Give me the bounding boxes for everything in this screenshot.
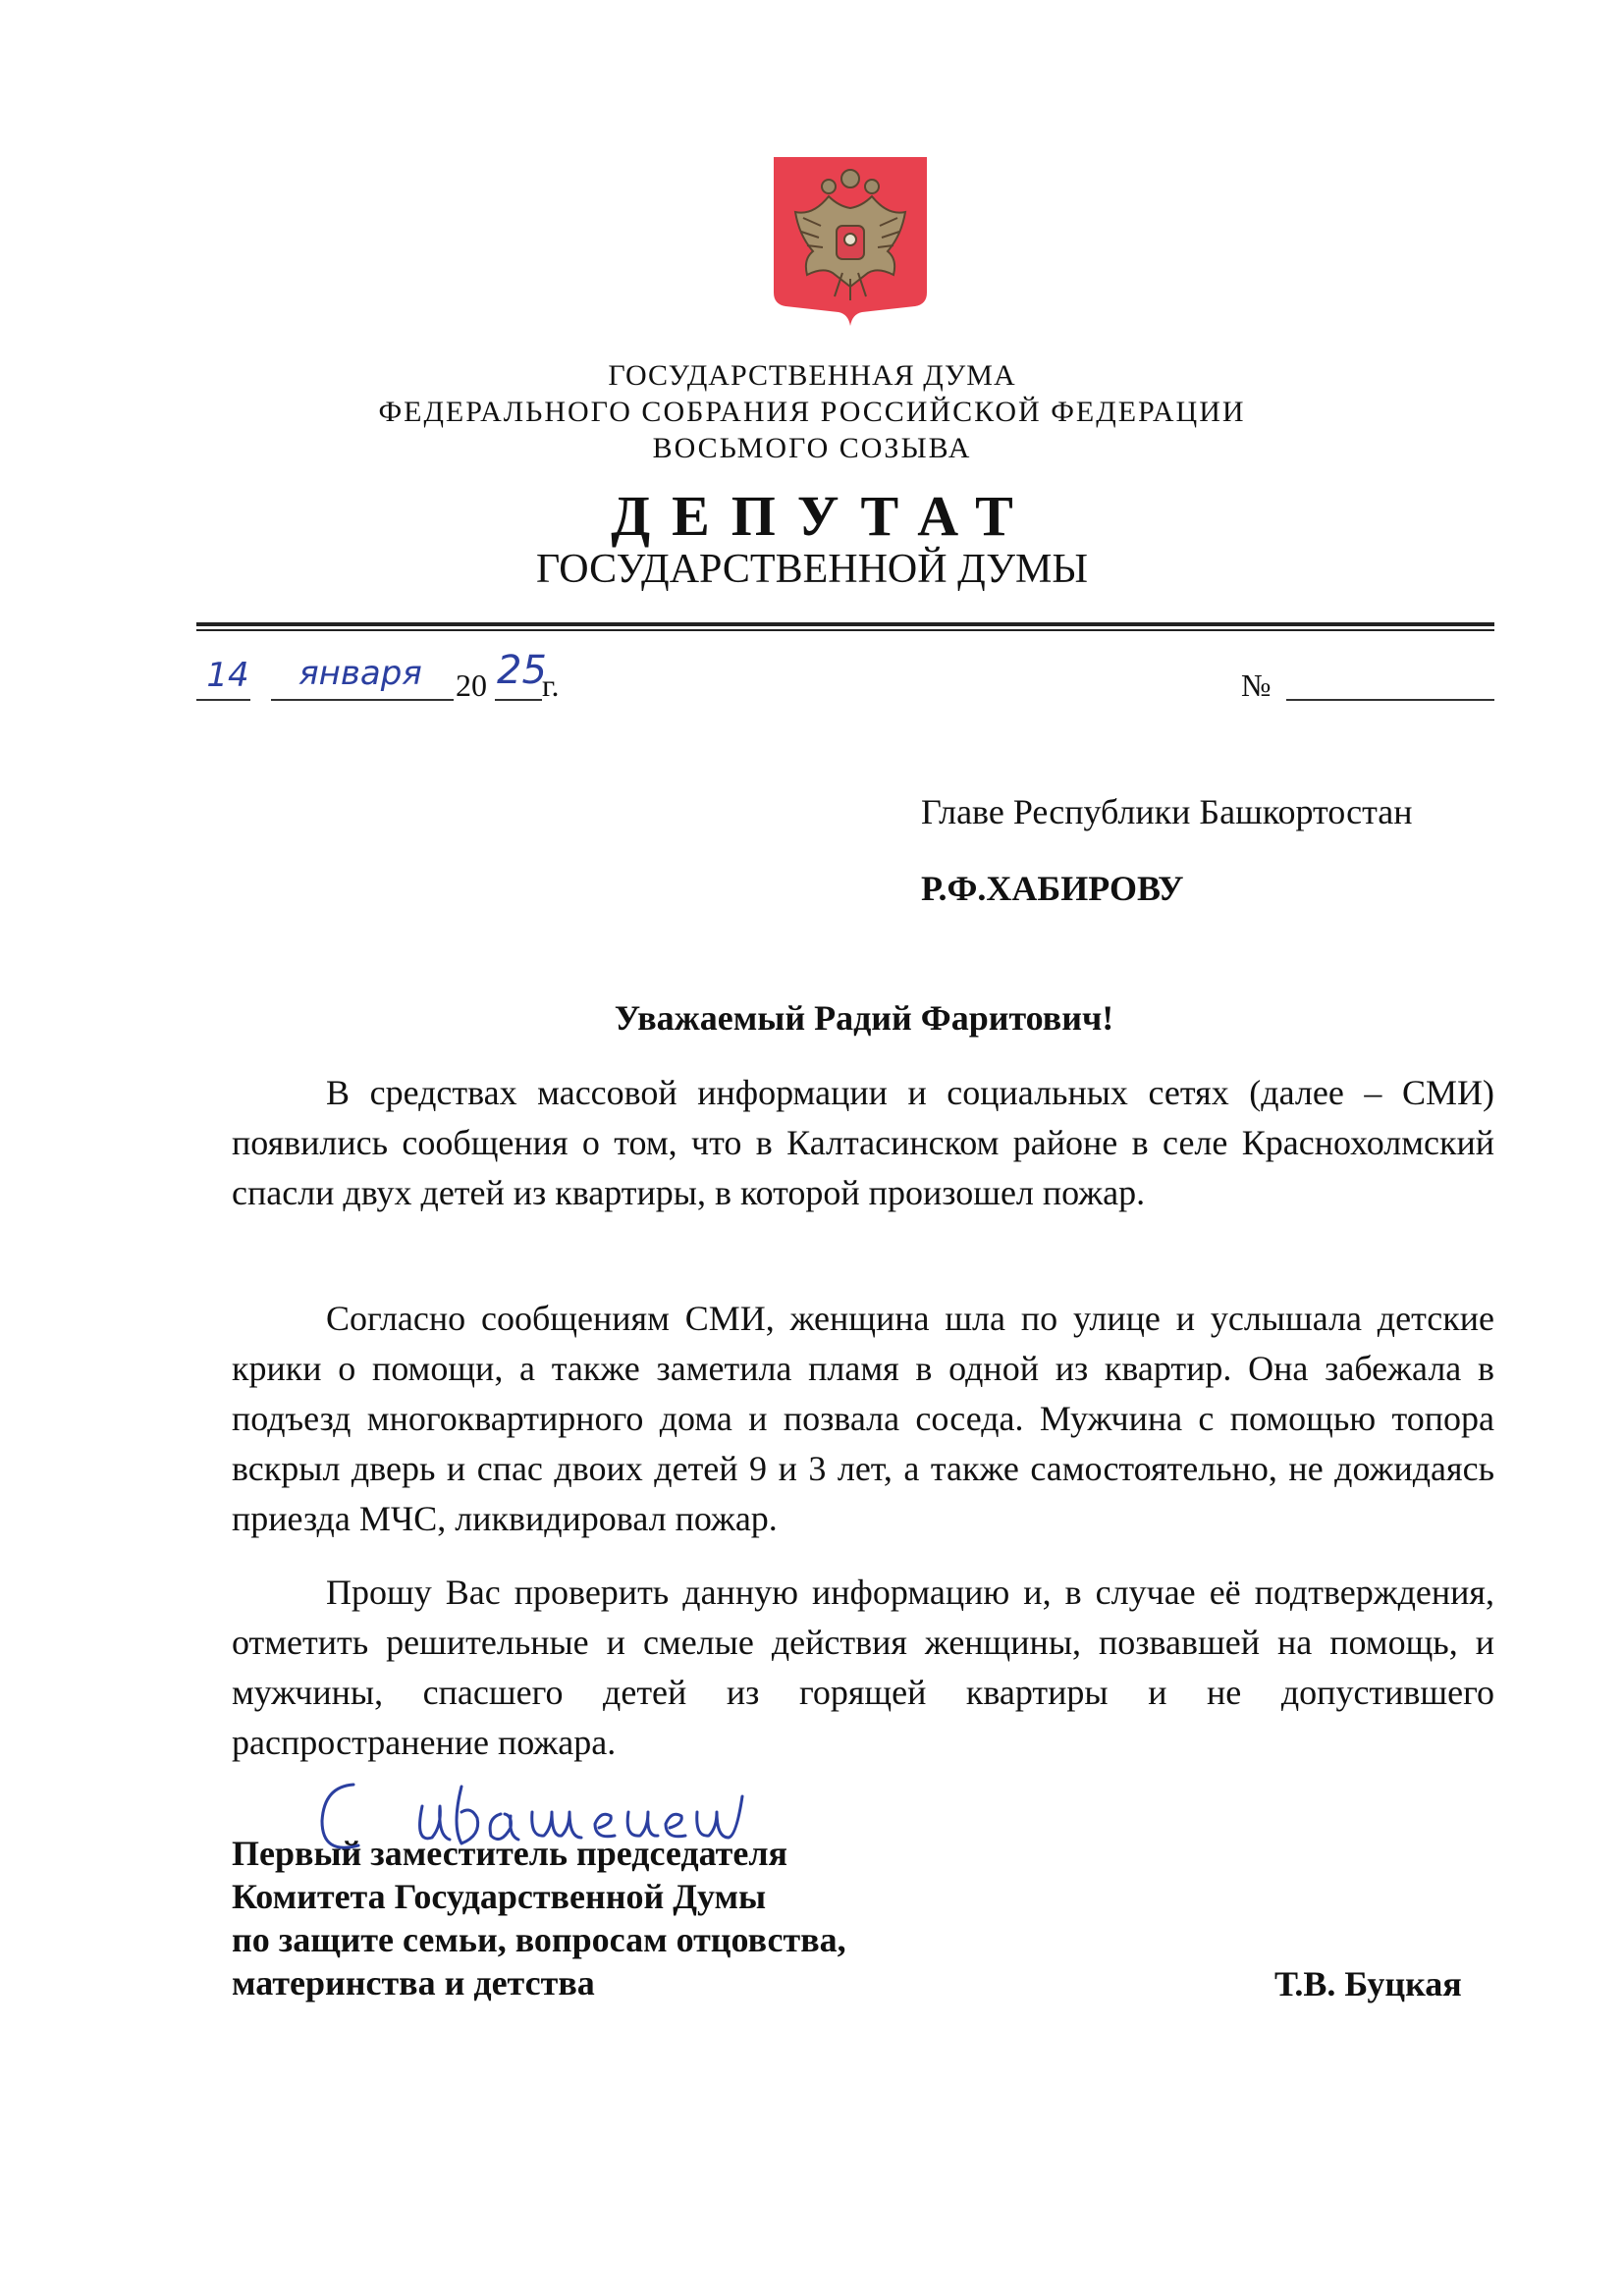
- date-month: января: [298, 654, 422, 693]
- header-rule-thick: [196, 622, 1494, 626]
- date-year-mark: г.: [542, 667, 560, 703]
- date-month-underline: [271, 699, 454, 701]
- date-year-underline: [495, 699, 542, 701]
- organization-line-1: ГОСУДАРСТВЕННАЯ ДУМА: [608, 359, 1016, 392]
- body-paragraph: Прошу Вас проверить данную информацию и, в случае её подтверждения, отметить решительные и смелые действия женщины, позвавшей на помощь, и мужчины, спасшего детей из горящей квартиры и не допустившего распространение пожара.: [232, 1573, 1494, 1762]
- date-day-underline: [196, 699, 250, 701]
- body-paragraph: В средствах массовой информации и социальных сетях (далее – СМИ) появились сообщения о том, что в Калтасинском районе в селе Краснохолмский спасли двух детей из квартиры, в которой произошел пожар.: [232, 1073, 1494, 1212]
- handwritten-closing-signature: [304, 1767, 766, 1875]
- organization-line-2: ФЕДЕРАЛЬНОГО СОБРАНИЯ РОССИЙСКОЙ ФЕДЕРАЦИИ: [378, 396, 1246, 428]
- salutation: Уважаемый Радий Фаритович!: [614, 998, 1114, 1038]
- letterhead-title: ДЕПУТАТ: [611, 484, 1035, 548]
- date-year-prefix: 20: [456, 667, 487, 703]
- date-day: 14: [206, 656, 249, 695]
- signatory-name: Т.В. Буцкая: [1274, 1964, 1462, 2003]
- russian-coat-of-arms-icon: [774, 157, 927, 326]
- document-number-field: [1286, 699, 1494, 701]
- addressee-name: Р.Ф.ХАБИРОВУ: [921, 869, 1184, 908]
- organization-line-3: ВОСЬМОГО СОЗЫВА: [652, 432, 972, 464]
- body-paragraph: Согласно сообщениям СМИ, женщина шла по улице и услышала детские крики о помощи, а также заметила пламя в одной из квартир. Она забежала в подъезд многоквартирного дома и позвала соседа. Мужчина с помощью топора вскрыл дверь и спас двоих детей 9 и 3 лет, а также самостоятельно, не дожидаясь приезда МЧС, ликвидировал пожар.: [232, 1299, 1494, 1538]
- date-year-suffix: 25: [497, 648, 547, 693]
- addressee-position: Главе Республики Башкортостан: [921, 792, 1413, 831]
- signatory-position-line: Комитета Государственной Думы: [232, 1877, 767, 1916]
- signatory-position-line: Первый заместитель председателя: [232, 1834, 788, 1873]
- letterhead-subtitle: ГОСУДАРСТВЕННОЙ ДУМЫ: [536, 547, 1088, 592]
- signatory-position-line: по защите семьи, вопросам отцовства,: [232, 1920, 846, 1959]
- document-number-label: №: [1241, 667, 1272, 703]
- header-rule-thin: [196, 629, 1494, 631]
- signatory-position-line: материнства и детства: [232, 1963, 595, 2002]
